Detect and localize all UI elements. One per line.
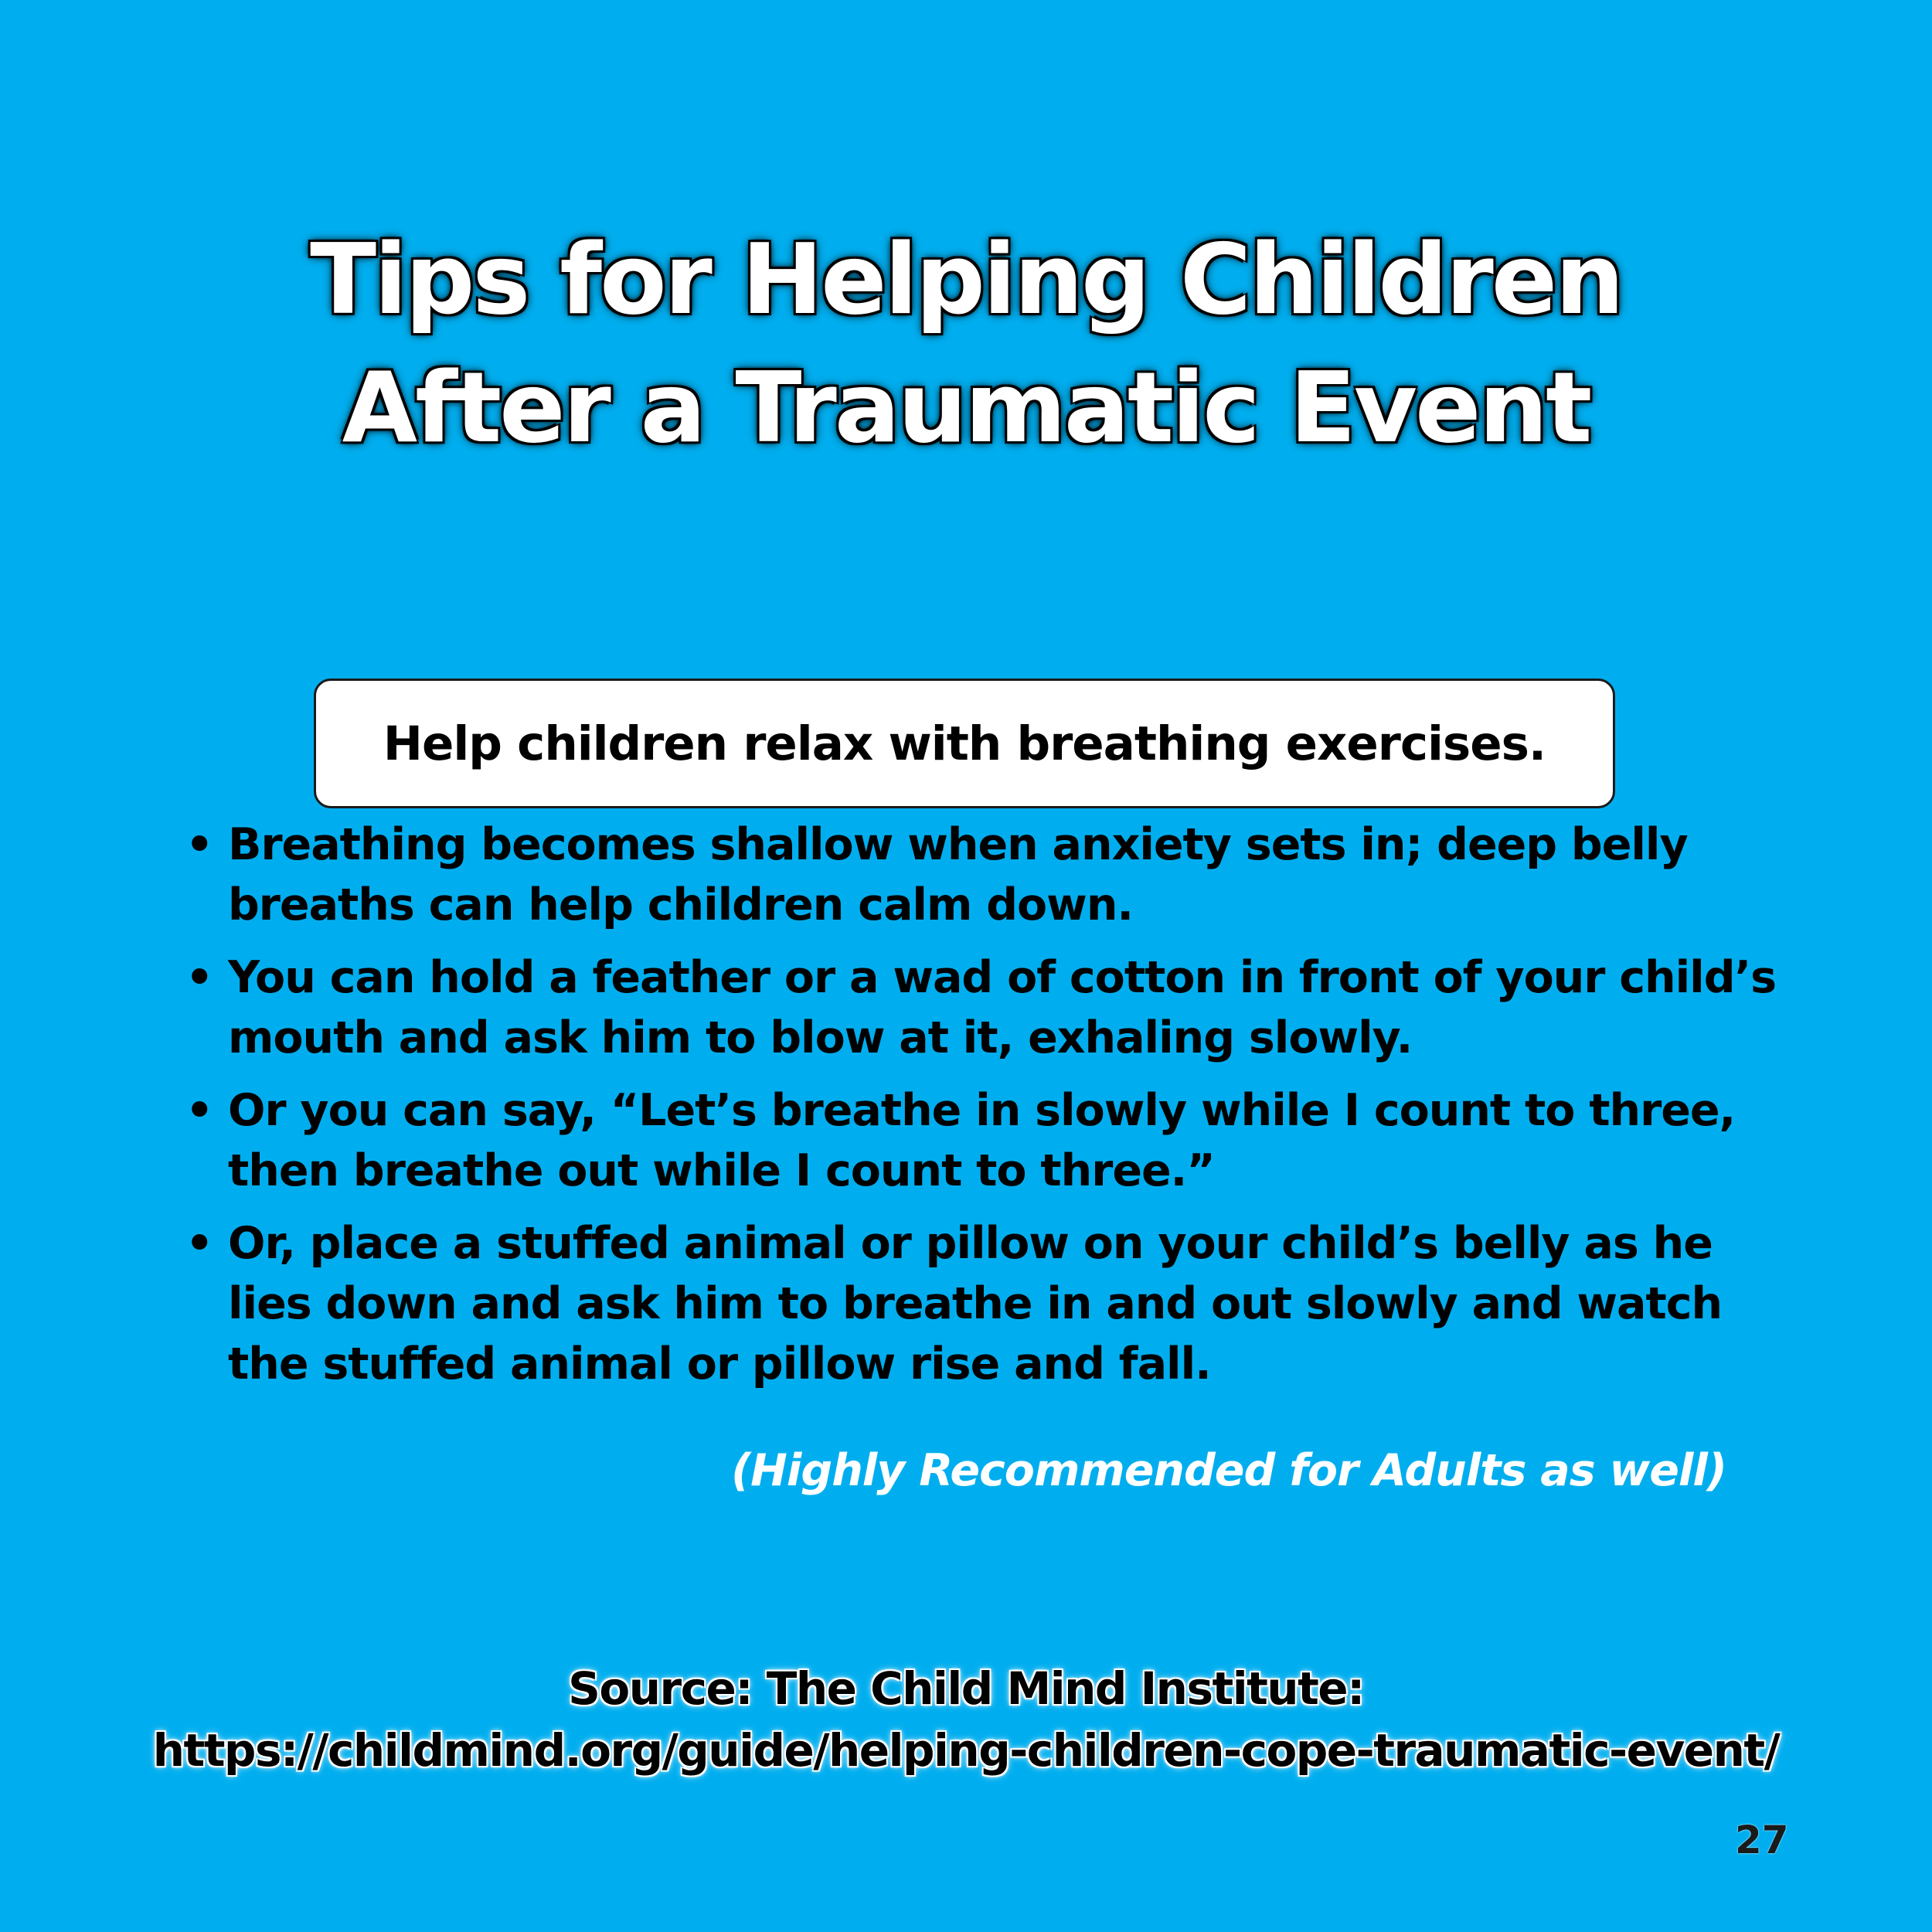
bullet-item	[185, 1080, 1777, 1201]
source-citation	[0, 1658, 1932, 1781]
callout-box	[314, 679, 1615, 808]
bullet-marker: •	[185, 952, 213, 1003]
bullet-item	[185, 1213, 1777, 1394]
title-line-1: Tips for Helping Children	[310, 223, 1622, 337]
bullet-text: Or you can say, “Let’s breathe in slowly while I count to three, then breathe out while I count to three.”	[228, 1085, 1736, 1196]
bullet-marker: •	[185, 1218, 213, 1269]
page-number: 27	[1735, 1818, 1789, 1862]
bullet-list	[185, 815, 1777, 1406]
bullet-item	[185, 815, 1777, 935]
source-url: https://childmind.org/guide/helping-children-cope-traumatic-event/	[152, 1724, 1780, 1777]
source-label: Source: The Child Mind Institute:	[568, 1662, 1364, 1715]
bullet-marker: •	[185, 1085, 213, 1136]
title-line-2: After a Traumatic Event	[342, 351, 1590, 465]
bullet-text: Or, place a stuffed animal or pillow on your child’s belly as he lies down and ask him to breathe in and out slowly and watch the stuffed animal or pillow rise and fall.	[228, 1218, 1723, 1389]
bullet-text: Breathing becomes shallow when anxiety sets in; deep belly breaths can help children calm down.	[228, 819, 1688, 930]
bullet-text: You can hold a feather or a wad of cotton in front of your child’s mouth and ask him to blow at it, exhaling slowly.	[228, 952, 1777, 1063]
callout-text: Help children relax with breathing exercises.	[383, 716, 1546, 771]
bullet-item	[185, 947, 1777, 1068]
page-title	[0, 216, 1932, 472]
bullet-marker: •	[185, 819, 213, 870]
recommendation-note: (Highly Recommended for Adults as well)	[731, 1445, 1726, 1496]
